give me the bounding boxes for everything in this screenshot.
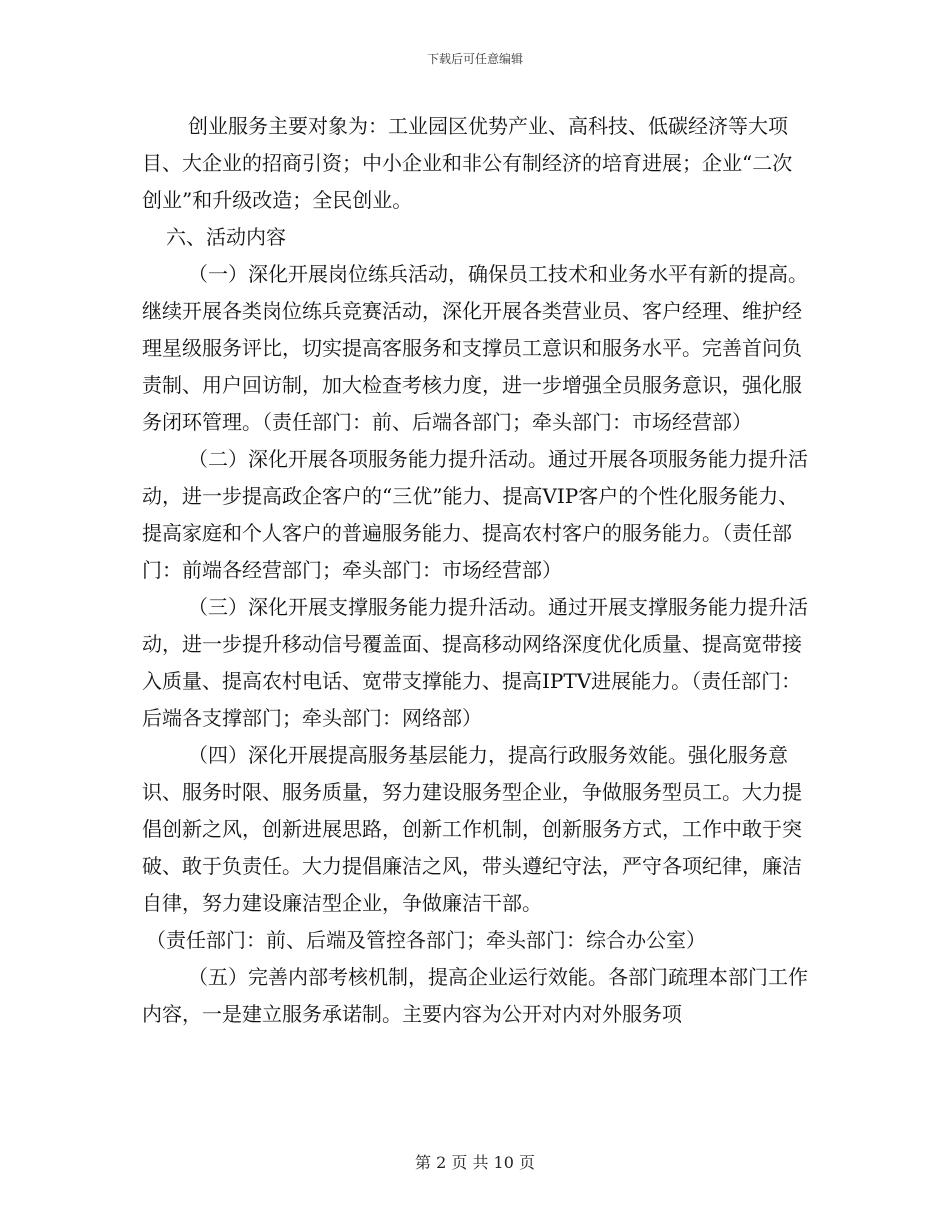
paragraph-item-5: （五）完善内部考核机制，提高企业运行效能。各部门疏理本部门工作内容，一是建立服务承诺制。主要内容为公开对内对外服务项: [142, 965, 808, 1026]
paragraph-item-1: （一）深化开展岗位练兵活动，确保员工技术和业务水平有新的提高。继续开展各类岗位练兵竞赛活动，深化开展各类营业员、客户经理、维护经理星级服务评比，切实提高客服务和支撑员工意识和服务水平。完善首问负责制、用户回访制，加大检查考核力度，进一步增强全员服务意识，强化服务闭环管理。（责任部门：前、后端各部门；牵头部门：市场经营部）: [142, 262, 808, 434]
paragraph-item-4-responsibility: （责任部门：前、后端及管控各部门；牵头部门：综合办公室）: [146, 928, 706, 952]
document-body: [142, 108, 810, 1033]
page-number: 第 2 页 共 10 页: [415, 1153, 535, 1172]
page-header: 下载后可任意编辑: [426, 52, 523, 66]
paragraph-item-2: （二）深化开展各项服务能力提升活动。通过开展各项服务能力提升活动，进一步提高政企客户的“三优”能力、提高VIP客户的个性化服务能力、提高家庭和个人客户的普遍服务能力、提高农村客户的服务能力。（责任部门：前端各经营部门；牵头部门：市场经营部）: [142, 447, 808, 582]
paragraph-item-3: （三）深化开展支撑服务能力提升活动。通过开展支撑服务能力提升活动，进一步提升移动信号覆盖面、提高移动网络深度优化质量、提高宽带接入质量、提高农村电话、宽带支撑能力、提高IPTV进展能力。（责任部门：后端各支撑部门；牵头部门：网络部）: [142, 595, 808, 730]
section-heading-activity-content: 六、活动内容: [166, 225, 286, 249]
paragraph-item-4: （四）深化开展提高服务基层能力，提高行政服务效能。强化服务意识、服务时限、服务质量，努力建设服务型企业，争做服务型员工。大力提倡创新之风，创新进展思路，创新工作机制，创新服务方式，工作中敢于突破、敢于负责任。大力提倡廉洁之风，带头遵纪守法，严守各项纪律，廉洁自律，努力建设廉洁型企业，争做廉洁干部。: [142, 743, 802, 915]
paragraph-service-targets: 创业服务主要对象为：工业园区优势产业、高科技、低碳经济等大项目、大企业的招商引资；中小企业和非公有制经济的培育进展；企业“二次创业”和升级改造；全民创业。: [142, 114, 793, 212]
